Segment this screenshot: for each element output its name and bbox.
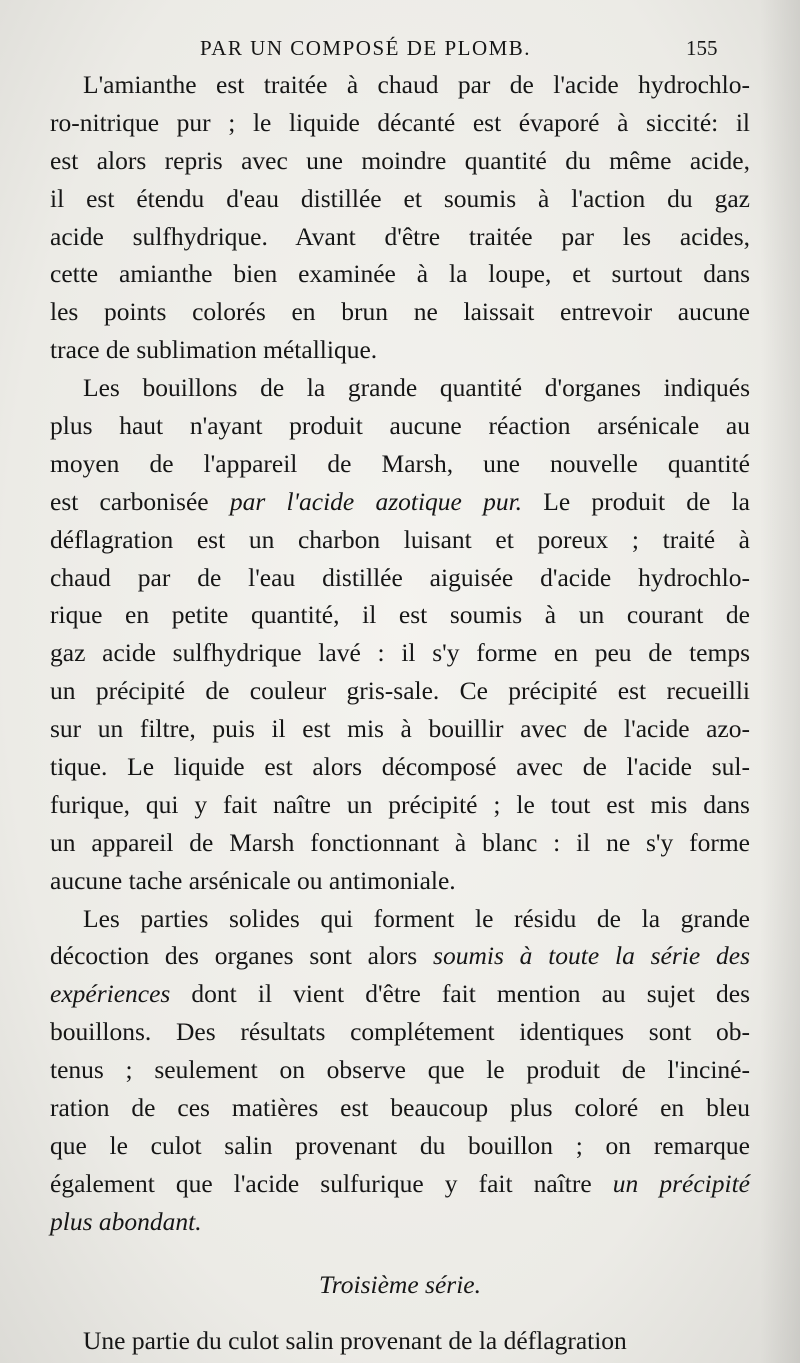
text-line — [50, 521, 750, 559]
text-line: Une partie du culot salin provenant de la déflagration — [83, 1325, 627, 1355]
text-line — [50, 975, 750, 1013]
text-line — [50, 937, 750, 975]
text-line — [50, 1203, 750, 1241]
page-number: 155 — [686, 36, 718, 60]
body-text — [50, 66, 750, 1359]
text-line — [50, 483, 750, 521]
text-line — [50, 255, 750, 293]
text-run: acide sulfhydrique. Avant d'être traitée par les acides, — [50, 221, 750, 251]
text-line — [50, 634, 750, 672]
text-run: décoction des organes sont alors — [50, 941, 434, 971]
text-run: chaud par de l'eau distillée aiguisée d'acide hydrochlo- — [50, 562, 750, 592]
text-line — [50, 672, 750, 710]
text-run: déflagration est un charbon luisant et poreux ; traité à — [50, 524, 750, 554]
text-line — [50, 862, 750, 900]
text-line — [50, 1127, 750, 1165]
text-line — [50, 824, 750, 862]
italic-text: par l'acide azotique pur. — [229, 486, 523, 516]
text-run: moyen de l'appareil de Marsh, une nouvelle quantité — [50, 448, 750, 478]
text-run: un précipité de couleur gris-sale. Ce précipité est recueilli — [50, 676, 750, 706]
text-run: est carbonisée — [50, 486, 230, 516]
text-line — [50, 293, 750, 331]
text-run: bouillons. Des résultats complétement identiques sont ob- — [50, 1017, 750, 1047]
italic-text: un précipité — [612, 1168, 750, 1198]
text-run: gaz acide sulfhydrique lavé : il s'y forme en peu de temps — [50, 638, 750, 668]
text-line — [50, 1165, 750, 1203]
text-run: plus haut n'ayant produit aucune réaction arsénicale au — [50, 411, 750, 441]
text-run: que le culot salin provenant du bouillon ; on remarque — [50, 1130, 750, 1160]
section-heading: Troisième série. — [319, 1269, 481, 1299]
paragraph — [50, 900, 750, 1241]
page-header — [0, 36, 800, 66]
text-run: Les parties solides qui forment le résidu de la grande — [83, 903, 750, 933]
text-run: est alors repris avec une moindre quantité du même acide, — [50, 145, 750, 175]
text-line — [50, 900, 750, 938]
text-run: tenus ; seulement on observe que le produit de l'inciné- — [50, 1055, 750, 1085]
italic-text: expériences — [50, 979, 171, 1009]
text-line — [50, 445, 750, 483]
text-run: Le produit de la — [522, 486, 750, 516]
text-line — [50, 1051, 750, 1089]
text-line — [50, 407, 750, 445]
text-line — [50, 1013, 750, 1051]
text-line — [50, 180, 750, 218]
text-run: furique, qui y fait naître un précipité ; le tout est mis dans — [50, 789, 750, 819]
text-run: rique en petite quantité, il est soumis à un courant de — [50, 600, 750, 630]
text-line — [50, 369, 750, 407]
text-run: Les bouillons de la grande quantité d'organes indiqués — [83, 373, 750, 403]
text-run: cette amianthe bien examinée à la loupe, et surtout dans — [50, 259, 750, 289]
text-run: ration de ces matières est beaucoup plus coloré en bleu — [50, 1093, 750, 1123]
text-line — [50, 596, 750, 634]
text-line — [50, 710, 750, 748]
text-run: un appareil de Marsh fonctionnant à blanc : il ne s'y forme — [50, 827, 750, 857]
text-line — [50, 142, 750, 180]
text-run: les points colorés en brun ne laissait entrevoir aucune — [50, 297, 750, 327]
italic-text: soumis à toute la série des — [433, 941, 750, 971]
text-line — [50, 331, 750, 369]
running-title: PAR UN COMPOSÉ DE PLOMB. — [200, 36, 532, 60]
text-line — [50, 218, 750, 256]
text-line — [50, 559, 750, 597]
text-run: trace de sublimation métallique. — [50, 335, 378, 365]
page-edge-shadow — [760, 0, 800, 1363]
text-run: aucune tache arsénicale ou antimoniale. — [50, 865, 456, 895]
text-line — [50, 786, 750, 824]
text-run: il est étendu d'eau distillée et soumis à l'action du gaz — [50, 183, 750, 213]
text-run: L'amianthe est traitée à chaud par de l'acide hydrochlo- — [83, 70, 750, 99]
text-run: sur un filtre, puis il est mis à bouillir avec de l'acide azo- — [50, 714, 750, 744]
text-line — [50, 104, 750, 142]
italic-text: plus abondant. — [50, 1206, 202, 1236]
text-line — [50, 66, 750, 104]
text-run: ro-nitrique pur ; le liquide décanté est évaporé à siccité: il — [50, 107, 750, 137]
paragraph — [50, 66, 750, 369]
text-line — [50, 748, 750, 786]
text-line — [50, 1089, 750, 1127]
text-run: dont il vient d'être fait mention au sujet des — [170, 979, 750, 1009]
text-run: également que l'acide sulfurique y fait naître — [50, 1168, 613, 1198]
paragraph — [50, 369, 750, 899]
text-run: tique. Le liquide est alors décomposé avec de l'acide sul- — [50, 752, 750, 782]
